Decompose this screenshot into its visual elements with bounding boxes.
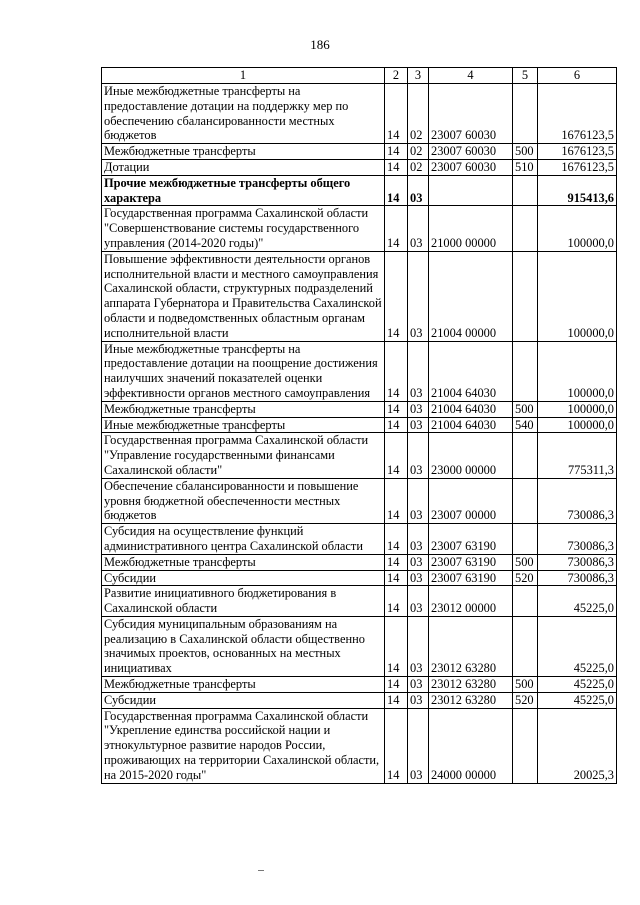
amount: 730086,3 bbox=[538, 524, 617, 555]
target-article-code: 21004 64030 bbox=[429, 401, 513, 417]
section-code: 14 bbox=[385, 251, 408, 341]
expense-type-code bbox=[513, 524, 538, 555]
table-row bbox=[102, 341, 617, 401]
amount: 1676123,5 bbox=[538, 84, 617, 144]
target-article-code: 23007 00000 bbox=[429, 478, 513, 523]
expense-type-code bbox=[513, 206, 538, 251]
page-number: 186 bbox=[310, 37, 330, 52]
subsection-code: 03 bbox=[408, 206, 429, 251]
expense-type-code: 540 bbox=[513, 417, 538, 433]
expense-type-code: 520 bbox=[513, 570, 538, 586]
section-code: 14 bbox=[385, 708, 408, 783]
subsection-code: 03 bbox=[408, 341, 429, 401]
amount: 100000,0 bbox=[538, 417, 617, 433]
table-row bbox=[102, 251, 617, 341]
table-row bbox=[102, 417, 617, 433]
section-code: 14 bbox=[385, 175, 408, 206]
amount: 1676123,5 bbox=[538, 144, 617, 160]
item-name: Повышение эффективности деятельности органов исполнительной власти и местного самоуправления Сахалинской области, структурных подразделений аппарата Губернатора и Правительства Сахалинской области и подведомственных областным органам исполнительной власти bbox=[102, 251, 385, 341]
expense-type-code: 510 bbox=[513, 159, 538, 175]
subsection-code: 03 bbox=[408, 478, 429, 523]
amount: 100000,0 bbox=[538, 341, 617, 401]
expense-type-code bbox=[513, 586, 538, 617]
target-article-code: 23007 60030 bbox=[429, 144, 513, 160]
table-row bbox=[102, 433, 617, 478]
subsection-code: 03 bbox=[408, 175, 429, 206]
item-name: Субсидии bbox=[102, 692, 385, 708]
section-code: 14 bbox=[385, 586, 408, 617]
table-row bbox=[102, 677, 617, 693]
item-name: Межбюджетные трансферты bbox=[102, 144, 385, 160]
header-col-1: 1 bbox=[102, 68, 385, 84]
section-code: 14 bbox=[385, 433, 408, 478]
amount: 100000,0 bbox=[538, 251, 617, 341]
table-row bbox=[102, 84, 617, 144]
amount: 100000,0 bbox=[538, 206, 617, 251]
subsection-code: 03 bbox=[408, 677, 429, 693]
table-row bbox=[102, 478, 617, 523]
item-name: Государственная программа Сахалинской области "Управление государственными финансами Сахалинской области" bbox=[102, 433, 385, 478]
amount: 45225,0 bbox=[538, 677, 617, 693]
table-row bbox=[102, 524, 617, 555]
expense-type-code bbox=[513, 708, 538, 783]
item-name: Межбюджетные трансферты bbox=[102, 401, 385, 417]
section-code: 14 bbox=[385, 616, 408, 676]
target-article-code: 23012 00000 bbox=[429, 586, 513, 617]
expense-type-code: 500 bbox=[513, 554, 538, 570]
table-row bbox=[102, 206, 617, 251]
expense-type-code bbox=[513, 478, 538, 523]
subsection-code: 03 bbox=[408, 708, 429, 783]
subsection-code: 03 bbox=[408, 401, 429, 417]
item-name: Субсидия муниципальным образованиям на реализацию в Сахалинской области общественно значимых проектов, основанных на местных инициативах bbox=[102, 616, 385, 676]
item-name: Межбюджетные трансферты bbox=[102, 677, 385, 693]
table-header-row bbox=[102, 68, 617, 84]
table-row bbox=[102, 159, 617, 175]
header-col-6: 6 bbox=[538, 68, 617, 84]
table-row bbox=[102, 616, 617, 676]
subsection-code: 03 bbox=[408, 616, 429, 676]
subsection-code: 03 bbox=[408, 251, 429, 341]
section-code: 14 bbox=[385, 341, 408, 401]
expense-type-code: 500 bbox=[513, 677, 538, 693]
expense-type-code: 520 bbox=[513, 692, 538, 708]
item-name: Прочие межбюджетные трансферты общего характера bbox=[102, 175, 385, 206]
target-article-code: 24000 00000 bbox=[429, 708, 513, 783]
subsection-code: 03 bbox=[408, 586, 429, 617]
subsection-code: 03 bbox=[408, 692, 429, 708]
item-name: Иные межбюджетные трансферты на предоставление дотации на поощрение достижения наилучших значений показателей оценки эффективности органов местного самоуправления bbox=[102, 341, 385, 401]
target-article-code: 23007 60030 bbox=[429, 159, 513, 175]
section-code: 14 bbox=[385, 417, 408, 433]
table-body bbox=[102, 68, 617, 784]
amount: 730086,3 bbox=[538, 478, 617, 523]
section-code: 14 bbox=[385, 206, 408, 251]
item-name: Субсидии bbox=[102, 570, 385, 586]
amount: 730086,3 bbox=[538, 570, 617, 586]
section-code: 14 bbox=[385, 570, 408, 586]
amount: 20025,3 bbox=[538, 708, 617, 783]
amount: 100000,0 bbox=[538, 401, 617, 417]
section-code: 14 bbox=[385, 677, 408, 693]
expense-type-code bbox=[513, 84, 538, 144]
amount: 775311,3 bbox=[538, 433, 617, 478]
amount: 915413,6 bbox=[538, 175, 617, 206]
table-row bbox=[102, 175, 617, 206]
item-name: Межбюджетные трансферты bbox=[102, 554, 385, 570]
amount: 45225,0 bbox=[538, 586, 617, 617]
subsection-code: 03 bbox=[408, 524, 429, 555]
item-name: Субсидия на осуществление функций административного центра Сахалинской области bbox=[102, 524, 385, 555]
subsection-code: 02 bbox=[408, 159, 429, 175]
header-col-3: 3 bbox=[408, 68, 429, 84]
section-code: 14 bbox=[385, 401, 408, 417]
amount: 1676123,5 bbox=[538, 159, 617, 175]
target-article-code: 23000 00000 bbox=[429, 433, 513, 478]
subsection-code: 03 bbox=[408, 554, 429, 570]
scan-mark bbox=[258, 870, 264, 871]
target-article-code: 23012 63280 bbox=[429, 677, 513, 693]
subsection-code: 03 bbox=[408, 570, 429, 586]
budget-table bbox=[101, 67, 617, 784]
header-col-2: 2 bbox=[385, 68, 408, 84]
item-name: Дотации bbox=[102, 159, 385, 175]
item-name: Государственная программа Сахалинской области "Укрепление единства российской нации и этнокультурное развитие народов России, проживающих на территории Сахалинской области, на 2015-2020 годы" bbox=[102, 708, 385, 783]
item-name: Иные межбюджетные трансферты bbox=[102, 417, 385, 433]
subsection-code: 02 bbox=[408, 144, 429, 160]
item-name: Развитие инициативного бюджетирования в Сахалинской области bbox=[102, 586, 385, 617]
target-article-code: 23012 63280 bbox=[429, 692, 513, 708]
amount: 45225,0 bbox=[538, 692, 617, 708]
target-article-code: 21000 00000 bbox=[429, 206, 513, 251]
subsection-code: 02 bbox=[408, 84, 429, 144]
table-row bbox=[102, 401, 617, 417]
amount: 730086,3 bbox=[538, 554, 617, 570]
item-name: Государственная программа Сахалинской области "Совершенствование системы государственного управления (2014-2020 годы)" bbox=[102, 206, 385, 251]
target-article-code: 21004 64030 bbox=[429, 341, 513, 401]
target-article-code: 23007 60030 bbox=[429, 84, 513, 144]
expense-type-code bbox=[513, 433, 538, 478]
target-article-code bbox=[429, 175, 513, 206]
target-article-code: 23007 63190 bbox=[429, 570, 513, 586]
item-name: Обеспечение сбалансированности и повышение уровня бюджетной обеспеченности местных бюджетов bbox=[102, 478, 385, 523]
subsection-code: 03 bbox=[408, 417, 429, 433]
table-row bbox=[102, 586, 617, 617]
expense-type-code bbox=[513, 251, 538, 341]
expense-type-code: 500 bbox=[513, 144, 538, 160]
expense-type-code bbox=[513, 341, 538, 401]
section-code: 14 bbox=[385, 159, 408, 175]
target-article-code: 23007 63190 bbox=[429, 554, 513, 570]
amount: 45225,0 bbox=[538, 616, 617, 676]
table-row bbox=[102, 144, 617, 160]
table-row bbox=[102, 554, 617, 570]
item-name: Иные межбюджетные трансферты на предоставление дотации на поддержку мер по обеспечению сбалансированности местных бюджетов bbox=[102, 84, 385, 144]
expense-type-code: 500 bbox=[513, 401, 538, 417]
target-article-code: 23007 63190 bbox=[429, 524, 513, 555]
header-col-4: 4 bbox=[429, 68, 513, 84]
table-row bbox=[102, 692, 617, 708]
section-code: 14 bbox=[385, 144, 408, 160]
header-col-5: 5 bbox=[513, 68, 538, 84]
table-row bbox=[102, 708, 617, 783]
expense-type-code bbox=[513, 616, 538, 676]
section-code: 14 bbox=[385, 692, 408, 708]
target-article-code: 23012 63280 bbox=[429, 616, 513, 676]
table-row bbox=[102, 570, 617, 586]
section-code: 14 bbox=[385, 478, 408, 523]
section-code: 14 bbox=[385, 554, 408, 570]
section-code: 14 bbox=[385, 84, 408, 144]
subsection-code: 03 bbox=[408, 433, 429, 478]
expense-type-code bbox=[513, 175, 538, 206]
target-article-code: 21004 00000 bbox=[429, 251, 513, 341]
section-code: 14 bbox=[385, 524, 408, 555]
target-article-code: 21004 64030 bbox=[429, 417, 513, 433]
